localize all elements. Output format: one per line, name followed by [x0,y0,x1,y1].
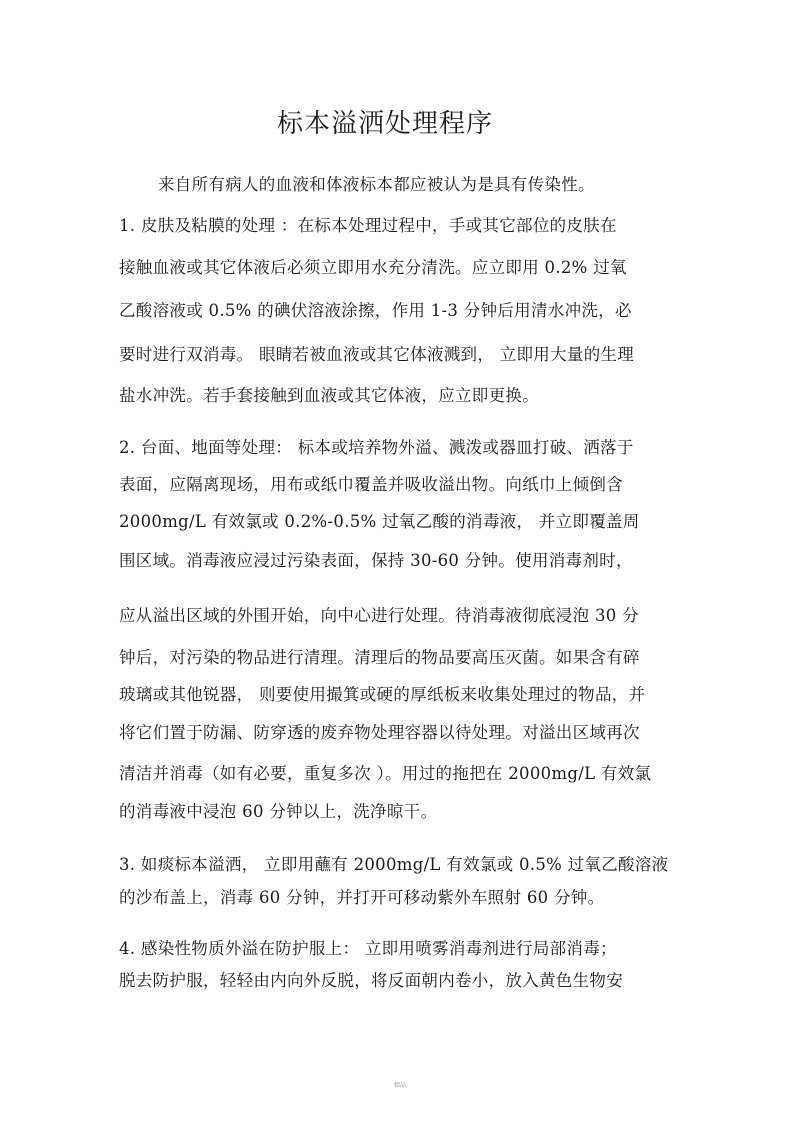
section-1-line: 1. 皮肤及粘膜的处理 ：在标本处理过程中，手或其它部位的皮肤在 [119,216,617,235]
section-3-line: 的沙布盖上，消毒 60 分钟，并打开可移动紫外车照射 60 分钟。 [119,888,605,907]
section-2-line: 围区域。消毒液应浸过污染表面，保持 30-60 分钟。使用消毒剂时， [119,551,633,570]
section-1-line: 乙酸溶液或 0.5% 的碘伏溶液涂擦，作用 1-3 分钟后用清水冲洗，必 [119,301,632,320]
section-2-line: 应从溢出区域的外围开始，向中心进行处理。待消毒液彻底浸泡 30 分 [119,606,639,625]
section-1-line: 接触血液或其它体液后必须立即用水充分清洗。应立即用 0.2% 过氧 [119,258,627,277]
section-2-line: 的消毒液中浸泡 60 分钟以上，洗净晾干。 [119,802,438,821]
section-2-line: 表面，应隔离现场，用布或纸巾覆盖并吸收溢出物。向纸巾上倾倒含 [119,475,623,494]
section-4-line: 4. 感染性物质外溢在防护服上： 立即用喷雾消毒剂进行局部消毒； [119,939,617,958]
section-1-line: 盐水冲洗。若手套接触到血液或其它体液，应立即更换。 [119,386,539,405]
section-4-line: 脱去防护服，轻轻由内向外反脱，将反面朝内卷小，放入黄色生物安 [119,971,623,990]
intro-line: 来自所有病人的血液和体液标本都应被认为是具有传染性。 [158,175,595,194]
section-3-line: 3. 如痰标本溢洒， 立即用蘸有 2000mg/L 有效氯或 0.5% 过氧乙酸溶液 [119,855,669,874]
page-footer: 精品 [393,1082,406,1089]
section-1-line: 要时进行双消毒。 眼睛若被血液或其它体液溅到， 立即用大量的生理 [119,345,635,364]
section-2-line: 将它们置于防漏、防穿透的废弃物处理容器以待处理。对溢出区域再次 [119,723,640,742]
section-2-line: 钟后，对污染的物品进行清理。清理后的物品要高压灭菌。如果含有碎 [119,648,640,667]
page-title: 标本溢洒处理程序 [276,109,493,139]
section-2-line: 清洁并消毒（如有必要，重复多次 ）。用过的拖把在 2000mg/L 有效氯 [119,764,652,783]
section-2-line: 2. 台面、地面等处理： 标本或培养物外溢、溅泼或器皿打破、洒落于 [119,438,634,457]
section-2-line: 玻璃或其他锐器， 则要使用撮箕或硬的厚纸板来收集处理过的物品，并 [119,685,646,704]
section-2-line: 2000mg/L 有效氯或 0.2%-0.5% 过氧乙酸的消毒液， 并立即覆盖周 [119,512,640,531]
